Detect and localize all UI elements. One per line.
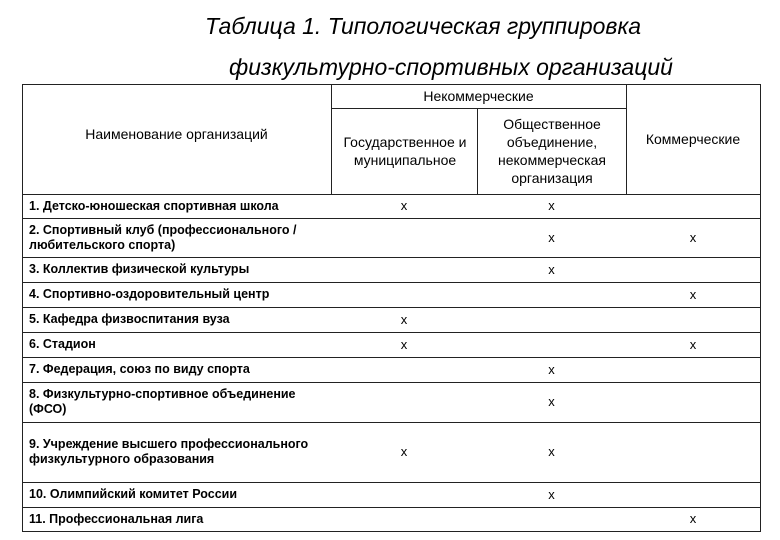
- commercial-mark: x: [689, 336, 697, 352]
- table-border-right: [760, 84, 761, 532]
- public-mark: x: [548, 261, 555, 277]
- organization-name: 5. Кафедра физвоспитания вуза: [29, 312, 230, 326]
- header-state-municipal: Государственное и муниципальное: [343, 134, 467, 168]
- public-mark: x: [548, 198, 555, 213]
- state-mark: x: [400, 198, 408, 213]
- organization-name: 8. Физкультурно-спортивное объединение (ФСО): [29, 387, 296, 416]
- public-mark: x: [548, 486, 555, 502]
- commercial-mark: x: [689, 286, 697, 302]
- organization-name: 2. Спортивный клуб (профессионального /любительского спорта): [29, 222, 297, 252]
- public-mark: x: [548, 361, 555, 377]
- header-divider-state-public: [477, 108, 478, 194]
- header-commercial: Коммерческие: [645, 131, 741, 147]
- public-mark: x: [548, 229, 555, 245]
- state-mark: x: [400, 444, 408, 459]
- organization-name: 4. Спортивно-оздоровительный центр: [29, 287, 270, 301]
- state-mark: x: [400, 336, 408, 352]
- table-title-line-2: физкультурно-спортивных организаций: [229, 54, 673, 80]
- organization-name: 9. Учреждение высшего профессионального физкультурного образования: [29, 437, 309, 466]
- organization-typology-table: [22, 84, 761, 532]
- organization-name: 7. Федерация, союз по виду спорта: [29, 362, 250, 376]
- commercial-mark: x: [689, 511, 697, 526]
- header-noncommercial: Некоммерческие: [423, 88, 534, 104]
- table-border-bottom: [22, 531, 761, 532]
- organization-name: 1. Детско-юношеская спортивная школа: [29, 198, 279, 213]
- commercial-mark: x: [689, 229, 697, 245]
- organization-name: 11. Профессиональная лига: [29, 511, 204, 526]
- state-mark: x: [400, 311, 408, 327]
- organization-name: 6. Стадион: [29, 337, 96, 351]
- public-mark: x: [548, 394, 555, 409]
- public-mark: x: [548, 444, 555, 459]
- header-public-association: Общественное объединение, некоммерческая организация: [498, 116, 606, 186]
- organization-name: 3. Коллектив физической культуры: [29, 262, 250, 276]
- organization-name: 10. Олимпийский комитет России: [29, 487, 238, 501]
- header-name-column: Наименование организаций: [85, 126, 268, 142]
- table-title-line-1: Таблица 1. Типологическая группировка: [205, 13, 642, 39]
